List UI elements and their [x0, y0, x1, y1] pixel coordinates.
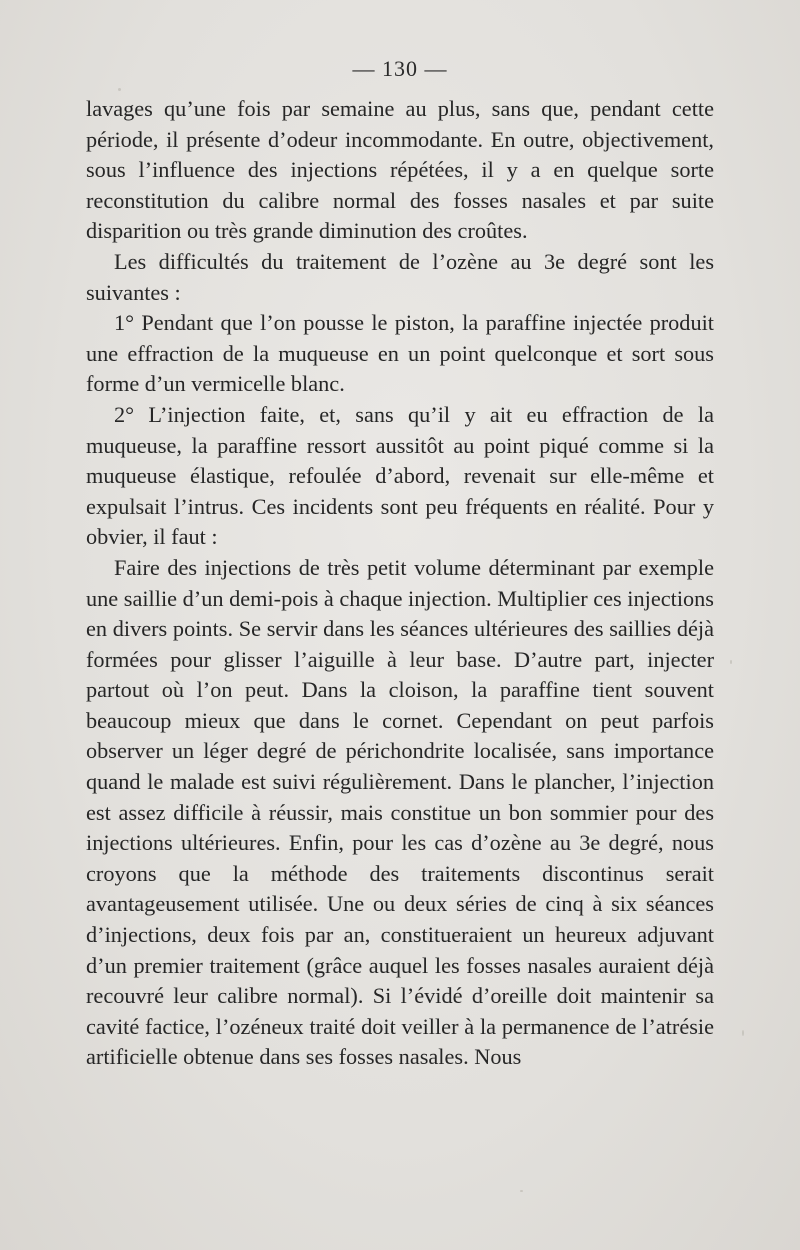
paragraph-recommendations: Faire des injections de très petit volume déterminant par exemple une saillie d’un demi-pois à chaque injection. Multiplier ces injections en divers points. Se servir dans les séances ultérieures des saillies déjà formées pour glisser l’aiguille à leur base. D’autre part, injecter partout où l’on peut. Dans la cloison, la paraffine tient souvent beaucoup mieux que dans le cornet. Cependant on peut parfois observer un léger degré de périchondrite localisée, sans importance quand le malade est suivi régulièrement. Dans le plancher, l’injection est assez difficile à réussir, mais constitue un bon sommier pour des injections ultérieures. Enfin, pour les cas d’ozène au 3e degré, nous croyons que la méthode des traitements discontinus serait avantageusement utilisée. Une ou deux séries de cinq à six séances d’injections, deux fois par an, constitueraient un heureux adjuvant d’un premier traitement (grâce auquel les fosses nasales auraient déjà recouvré leur calibre normal). Si l’évidé d’oreille doit maintenir sa cavité factice, l’ozéneux traité doit veiller à la permanence de l’atrésie artificielle obtenue dans ses fosses nasales. Nous — [86, 554, 714, 1070]
paper-speck — [742, 1030, 744, 1036]
body-text — [86, 94, 714, 1073]
paragraph-difficulty-1: 1° Pendant que l’on pousse le piston, la paraffine injectée produit une effraction de la muqueuse en un point quelconque et sort sous forme d’un vermicelle blanc. — [86, 310, 714, 397]
paper-speck — [520, 1190, 523, 1192]
paper-speck — [118, 88, 121, 91]
paper-speck — [730, 660, 732, 664]
paragraph-difficulty-2: 2° L’injection faite, et, sans qu’il y ait eu effraction de la muqueuse, la paraffine ressort aussitôt au point piqué comme si la muqueuse élastique, refoulée d’abord, revenait sur elle-même et expulsait l’intrus. Ces incidents sont peu fréquents en réalité. Pour y obvier, il faut : — [86, 401, 714, 550]
paragraph-continuation: lavages qu’une fois par semaine au plus, sans que, pendant cette période, il présente d’odeur incommodante. En outre, objectivement, sous l’influence des injections répétées, il y a en quelque sorte reconstitution du calibre normal des fosses nasales et par suite disparition ou très grande diminution des croûtes. — [86, 96, 714, 244]
paragraph-difficulties-intro: Les difficultés du traitement de l’ozène au 3e degré sont les suivantes : — [86, 248, 714, 305]
page-number: — 130 — — [352, 56, 448, 81]
